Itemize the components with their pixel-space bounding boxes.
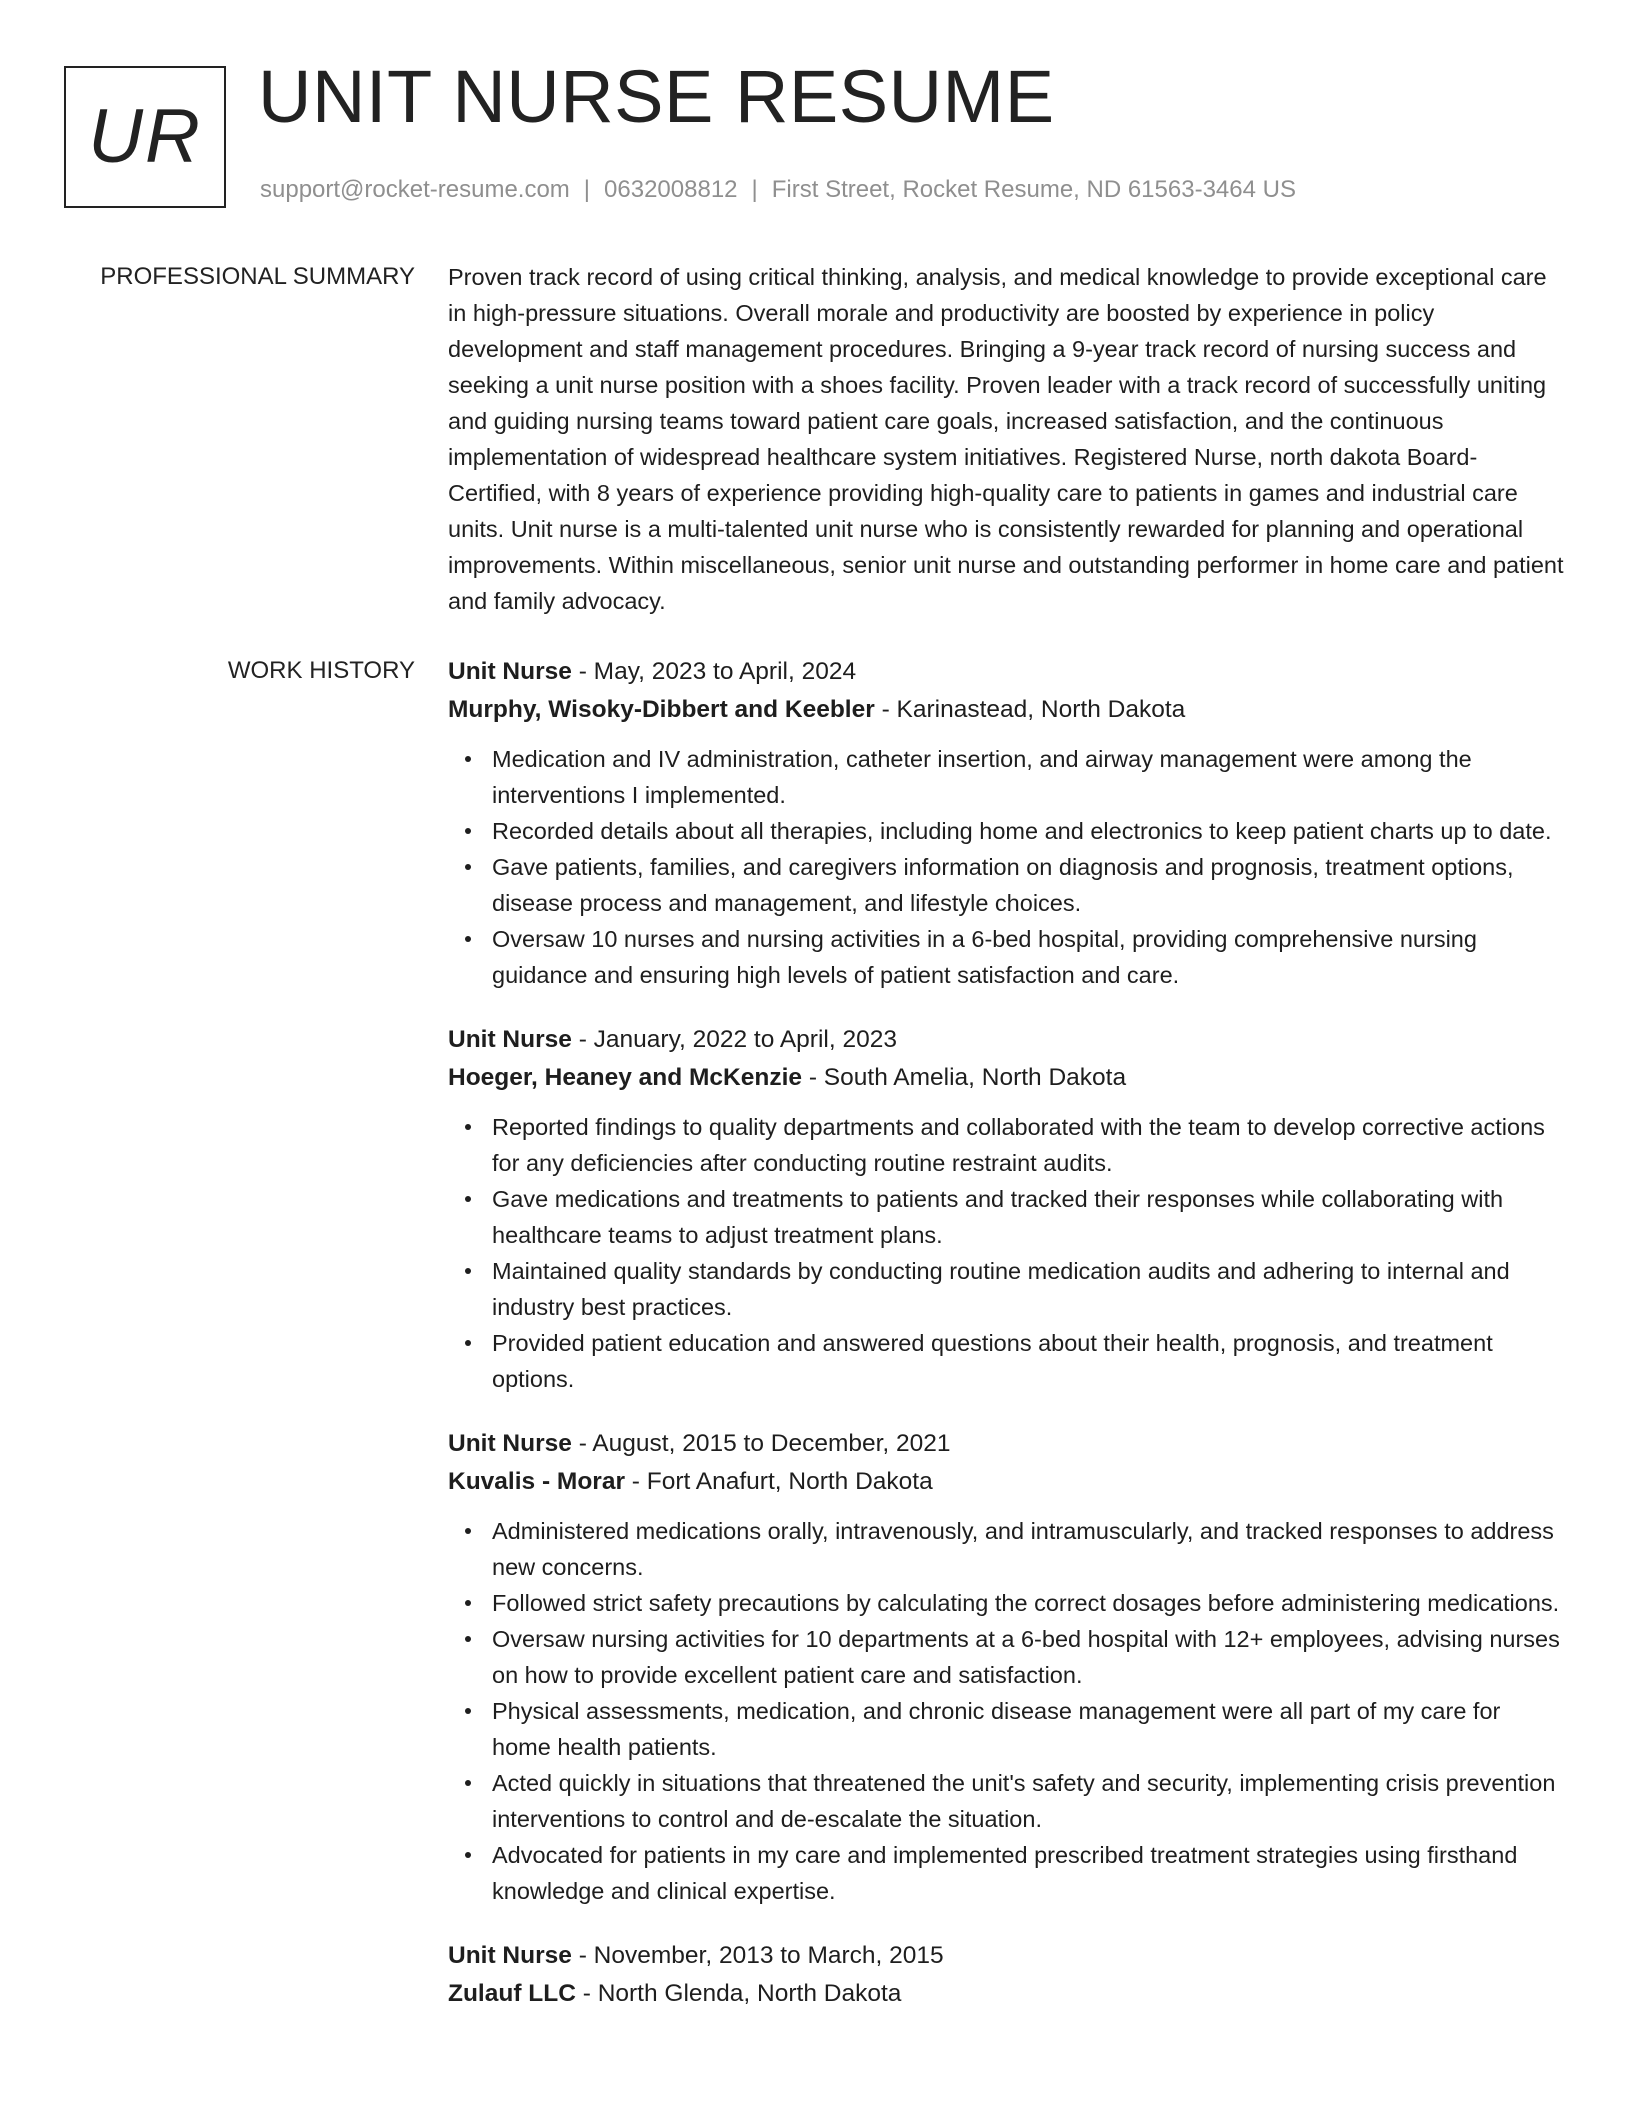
job-entry — [448, 1021, 1564, 1397]
job-title: Unit Nurse — [448, 658, 572, 685]
contact-line — [260, 176, 1296, 205]
job-bullet: Reported findings to quality departments and collaborated with the team to develop corrective actions for any deficiencies after conducting routine restraint audits. — [492, 1109, 1564, 1181]
section-label-work-history: WORK HISTORY — [227, 657, 415, 684]
contact-address: First Street, Rocket Resume, ND 61563-3464 US — [771, 176, 1296, 203]
job-title: Unit Nurse — [448, 1942, 572, 1969]
contact-separator: | — [751, 176, 758, 203]
job-bullet: Administered medications orally, intravenously, and intramuscularly, and tracked responses to address new concerns. — [492, 1513, 1564, 1585]
job-bullet: Gave medications and treatments to patients and tracked their responses while collaborating with healthcare teams to adjust treatment plans. — [492, 1181, 1564, 1253]
job-bullet: Oversaw nursing activities for 10 departments at a 6-bed hospital with 12+ employees, advising nurses on how to provide excellent patient care and satisfaction. — [492, 1621, 1564, 1693]
job-company: Hoeger, Heaney and McKenzie — [448, 1064, 803, 1091]
job-company-line — [448, 1059, 1564, 1097]
job-bullet: Followed strict safety precautions by calculating the correct dosages before administering medications. — [492, 1585, 1564, 1621]
job-bullet: Recorded details about all therapies, including home and electronics to keep patient charts up to date. — [492, 813, 1564, 849]
job-company: Kuvalis - Morar — [448, 1468, 625, 1495]
summary-body — [448, 259, 1564, 619]
job-title-line — [448, 1937, 1564, 1975]
job-bullet: Advocated for patients in my care and implemented prescribed treatment strategies using firsthand knowledge and clinical expertise. — [492, 1837, 1564, 1909]
job-company-line — [448, 1975, 1564, 2013]
job-title-line — [448, 1021, 1564, 1059]
job-location: - South Amelia, North Dakota — [802, 1064, 1127, 1091]
contact-phone: 0632008812 — [604, 176, 738, 203]
job-title: Unit Nurse — [448, 1430, 572, 1457]
section-label-summary: PROFESSIONAL SUMMARY — [100, 263, 415, 290]
job-bullet: Physical assessments, medication, and chronic disease management were all part of my care for home health patients. — [492, 1693, 1564, 1765]
job-bullets — [448, 1513, 1564, 1909]
job-bullet: Oversaw 10 nurses and nursing activities in a 6-bed hospital, providing comprehensive nursing guidance and ensuring high levels of patient satisfaction and care. — [492, 921, 1564, 993]
job-bullets — [448, 1109, 1564, 1397]
summary-text: Proven track record of using critical thinking, analysis, and medical knowledge to provide exceptional care in high-pressure situations. Overall morale and productivity are boosted by experience in policy development and staff management procedures. Bringing a 9-year track record of nursing success and seeking a unit nurse position with a shoes facility. Proven leader with a track record of successfully uniting and guiding nursing teams toward patient care goals, increased satisfaction, and the continuous implementation of widespread healthcare system initiatives. Registered Nurse, north dakota Board-Certified, with 8 years of experience providing high-quality care to patients in games and industrial care units. Unit nurse is a multi-talented unit nurse who is consistently rewarded for planning and operational improvements. Within miscellaneous, senior unit nurse and outstanding performer in home care and patient and family advocacy. — [448, 264, 1564, 614]
contact-email: support@rocket-resume.com — [260, 176, 570, 203]
job-entry — [448, 1425, 1564, 1909]
job-title-line — [448, 1425, 1564, 1463]
monogram-logo — [64, 66, 226, 208]
work-history-body — [448, 653, 1564, 2013]
job-bullet: Gave patients, families, and caregivers information on diagnosis and prognosis, treatment options, disease process and management, and lifestyle choices. — [492, 849, 1564, 921]
job-bullet: Acted quickly in situations that threatened the unit's safety and security, implementing crisis prevention interventions to control and de-escalate the situation. — [492, 1765, 1564, 1837]
contact-separator: | — [583, 176, 591, 203]
job-company-line — [448, 691, 1564, 729]
job-company: Zulauf LLC — [448, 1980, 576, 2007]
job-company-line — [448, 1463, 1564, 1501]
job-bullet: Provided patient education and answered questions about their health, prognosis, and treatment options. — [492, 1325, 1564, 1397]
job-bullet: Maintained quality standards by conducting routine medication audits and adhering to internal and industry best practices. — [492, 1253, 1564, 1325]
job-entry — [448, 1937, 1564, 2013]
job-dates: - January, 2022 to April, 2023 — [571, 1026, 897, 1053]
job-bullets — [448, 741, 1564, 993]
page-title: UNIT NURSE RESUME — [258, 55, 1055, 138]
job-title: Unit Nurse — [448, 1026, 572, 1053]
job-entry — [448, 653, 1564, 993]
monogram-text: UR — [88, 94, 202, 179]
job-dates: - August, 2015 to December, 2021 — [571, 1430, 951, 1457]
job-bullet: Medication and IV administration, catheter insertion, and airway management were among the interventions I implemented. — [492, 741, 1564, 813]
job-title-line — [448, 653, 1564, 691]
job-dates: - November, 2013 to March, 2015 — [571, 1942, 944, 1969]
job-location: - North Glenda, North Dakota — [575, 1980, 902, 2007]
job-location: - Fort Anafurt, North Dakota — [625, 1468, 933, 1495]
job-dates: - May, 2023 to April, 2024 — [571, 658, 857, 685]
job-location: - Karinastead, North Dakota — [874, 696, 1186, 723]
job-company: Murphy, Wisoky-Dibbert and Keebler — [448, 696, 875, 723]
